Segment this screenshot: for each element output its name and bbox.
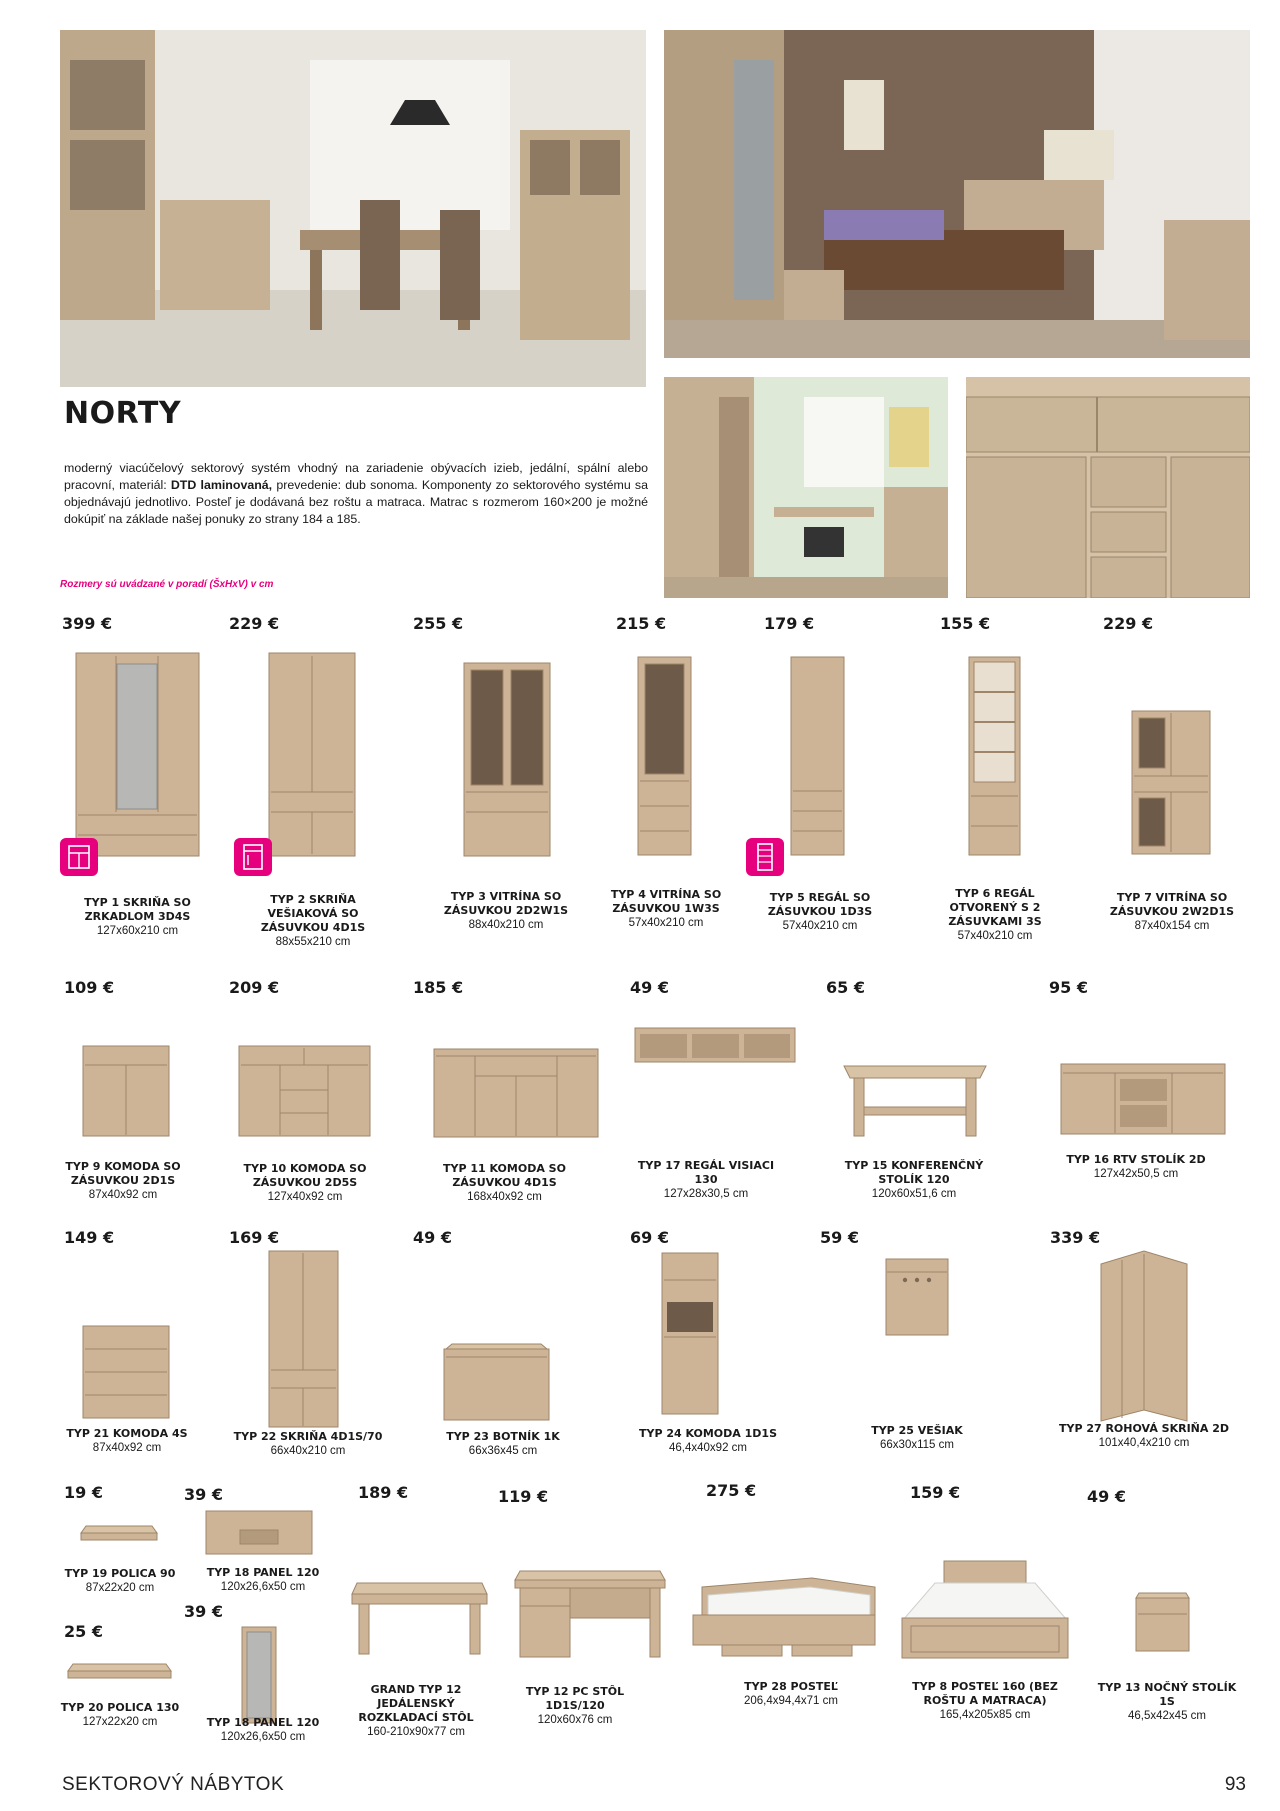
product-dimensions: 57x40x210 cm (957, 930, 1033, 942)
product-name: TYP 25 VEŠIAK (871, 1424, 963, 1437)
price: 189 € (358, 1483, 409, 1502)
product-name: TYP 2 SKRIŇA VEŠIAKOVÁ SO ZÁSUVKOU 4D1S (260, 893, 366, 934)
wardrobe-4d1s-image (268, 1250, 339, 1428)
product-name: TYP 28 POSTEĽ (744, 1680, 838, 1693)
product-name: TYP 10 KOMODA SO ZÁSUVKOU 2D5S (243, 1162, 367, 1189)
collection-title: NORTY (64, 396, 182, 431)
product-dimensions: 87x40x92 cm (88, 1189, 158, 1201)
product-label (60, 1567, 180, 1595)
product-dimensions: 101x40,4x210 cm (1098, 1437, 1190, 1449)
description-text-end: prevedenie: dub sonoma. Komponenty zo sektorového systému sa objednávajú jednotlivo. Posteľ je dodávaná bez roštu a matraca. Matrac s rozmerom 160×200 je možné dokúpiť na základe našej ponuky zo strany 184 a 185. (64, 478, 648, 526)
product-name: TYP 1 SKRIŇA SO ZRKADLOM 3D4S (84, 896, 191, 923)
product-dimensions: 127x28x30,5 cm (663, 1188, 749, 1200)
price: 25 € (64, 1622, 103, 1641)
price: 339 € (1050, 1228, 1101, 1247)
product-label (70, 896, 205, 938)
product-label (234, 1162, 376, 1204)
product-dimensions: 87x40x92 cm (92, 1442, 162, 1454)
price: 59 € (820, 1228, 859, 1247)
corner-wardrobe-image (1100, 1250, 1188, 1422)
product-dimensions: 120x26,6x50 cm (220, 1581, 306, 1593)
product-dimensions: 88x40x210 cm (468, 919, 544, 931)
wall-shelf-90-image (80, 1525, 158, 1541)
small-glass-cabinet-image (1131, 710, 1211, 855)
price: 155 € (940, 614, 991, 633)
narrow-glass-cabinet-image (637, 656, 692, 856)
price: 399 € (62, 614, 113, 633)
product-label (246, 893, 380, 949)
description-text: moderný viacúčelový sektorový systém vhodný na zariadenie obývacích izieb, jedální, spální alebo pracovní, materiál: (64, 461, 648, 492)
price: 65 € (826, 978, 865, 997)
price: 69 € (630, 1228, 669, 1247)
office-photo (664, 377, 948, 598)
dresser-closeup-photo (966, 377, 1250, 598)
product-name: TYP 21 KOMODA 4S (66, 1427, 188, 1440)
product-dimensions: 120x60x76 cm (537, 1714, 613, 1726)
glass-cabinet-image (463, 662, 551, 857)
night-stand-image (1135, 1592, 1190, 1652)
product-label (932, 887, 1058, 943)
shoe-cabinet-image (443, 1343, 550, 1421)
description-material: DTD laminovaná, (170, 478, 273, 492)
product-label (1050, 1422, 1238, 1450)
product-name: TYP 18 PANEL 120 (206, 1566, 320, 1579)
section-footer: SEKTOROVÝ NÁBYTOK (62, 1774, 285, 1795)
product-dimensions: 168x40x92 cm (467, 1191, 542, 1203)
price: 185 € (413, 978, 464, 997)
dining-table-image (351, 1582, 488, 1655)
product-dimensions: 57x40x210 cm (628, 917, 704, 929)
product-label (60, 1701, 180, 1729)
dresser-2d1s-image (82, 1045, 170, 1137)
dimension-order-note: Rozmery sú uvádzané v poradí (ŠxHxV) v cm (60, 579, 274, 590)
product-dimensions: 127x42x50,5 cm (1093, 1168, 1179, 1180)
product-dimensions: 120x60x51,6 cm (871, 1188, 957, 1200)
product-label (198, 1566, 328, 1594)
product-label (1100, 891, 1244, 933)
product-dimensions: 127x60x210 cm (96, 925, 179, 937)
dresser-4d1s-image (433, 1048, 599, 1138)
product-label (60, 1160, 186, 1202)
collection-description (64, 460, 648, 528)
product-name: TYP 24 KOMODA 1D1S (638, 1427, 777, 1440)
product-label (432, 890, 580, 932)
product-dimensions: 66x36x45 cm (468, 1445, 538, 1457)
product-name: TYP 7 VITRÍNA SO ZÁSUVKOU 2W2D1S (1109, 891, 1235, 918)
product-name: TYP 6 REGÁL OTVORENÝ S 2 ZÁSUVKAMI 3S (948, 887, 1042, 928)
product-name: TYP 5 REGÁL SO ZÁSUVKOU 1D3S (767, 891, 873, 918)
product-dimensions: 127x40x92 cm (267, 1191, 343, 1203)
single-bed-image (692, 1575, 878, 1657)
product-name: TYP 12 PC STÔL 1D1S/120 (525, 1685, 625, 1712)
price: 209 € (229, 978, 280, 997)
product-name: GRAND TYP 12 JEDÁLENSKÝ ROZKLADACÍ STÔL (358, 1683, 474, 1724)
product-label (628, 1159, 784, 1201)
price: 39 € (184, 1602, 223, 1621)
product-name: TYP 13 NOČNÝ STOLÍK 1S (1097, 1681, 1237, 1708)
product-label (198, 1716, 328, 1744)
product-label (1058, 1153, 1214, 1181)
product-dimensions: 127x22x20 cm (82, 1716, 158, 1728)
product-label (628, 1427, 788, 1455)
page-number: 93 (1224, 1774, 1246, 1795)
price: 255 € (413, 614, 464, 633)
price: 149 € (64, 1228, 115, 1247)
dining-room-photo (60, 30, 646, 387)
price: 49 € (413, 1228, 452, 1247)
product-name: TYP 11 KOMODA SO ZÁSUVKOU 4D1S (443, 1162, 566, 1189)
product-name: TYP 23 BOTNÍK 1K (446, 1430, 560, 1443)
tv-stand-image (1060, 1063, 1226, 1135)
product-name: TYP 8 POSTEĽ 160 (BEZ ROŠTU A MATRACA) (912, 1680, 1058, 1707)
product-label (432, 1162, 577, 1204)
wardrobe-type-badge-icon (234, 838, 272, 876)
product-label (850, 1424, 984, 1452)
dresser-4s-image (82, 1325, 170, 1419)
product-name: TYP 18 PANEL 120 (206, 1716, 320, 1729)
price: 169 € (229, 1228, 280, 1247)
product-dimensions: 165,4x205x85 cm (939, 1709, 1031, 1721)
price: 19 € (64, 1483, 103, 1502)
product-label (752, 891, 888, 933)
shelf-unit-image (790, 656, 845, 856)
wall-shelf-130-image (67, 1663, 172, 1679)
product-label (1094, 1681, 1240, 1723)
product-dimensions: 88x55x210 cm (275, 936, 351, 948)
product-name: TYP 22 SKRIŇA 4D1S/70 (233, 1430, 383, 1443)
product-dimensions: 46,5x42x45 cm (1128, 1710, 1206, 1722)
price: 275 € (706, 1481, 757, 1500)
product-dimensions: 160-210x90x77 cm (367, 1726, 465, 1738)
product-name: TYP 16 RTV STOLÍK 2D (1066, 1153, 1206, 1166)
product-name: TYP 19 POLICA 90 (64, 1567, 176, 1580)
price: 119 € (498, 1487, 549, 1506)
product-label (520, 1685, 630, 1727)
price: 159 € (910, 1483, 961, 1502)
double-bed-image (901, 1560, 1069, 1660)
product-label (60, 1427, 194, 1455)
wardrobe-hanging-image (268, 652, 356, 857)
product-label (716, 1680, 866, 1708)
shelf-type-badge-icon (746, 838, 784, 876)
wall-panel-image (205, 1510, 313, 1555)
wardrobe-type-badge-icon (60, 838, 98, 876)
product-dimensions: 87x22x20 cm (85, 1582, 155, 1594)
pc-desk-image (514, 1570, 666, 1658)
product-dimensions: 206,4x94,4x71 cm (744, 1695, 838, 1707)
product-label (346, 1683, 486, 1739)
price: 49 € (630, 978, 669, 997)
price: 215 € (616, 614, 667, 633)
product-dimensions: 46,4x40x92 cm (669, 1442, 747, 1454)
product-name: TYP 3 VITRÍNA SO ZÁSUVKOU 2D2W1S (443, 890, 569, 917)
product-name: TYP 27 ROHOVÁ SKRIŇA 2D (1058, 1422, 1230, 1435)
dresser-1d1s-image (661, 1252, 719, 1415)
wardrobe-mirror-image (75, 652, 200, 857)
product-name: TYP 20 POLICA 130 (60, 1701, 180, 1714)
coffee-table-image (840, 1062, 990, 1137)
product-label (440, 1430, 566, 1458)
price: 229 € (229, 614, 280, 633)
price: 229 € (1103, 614, 1154, 633)
hanging-shelf-image (634, 1027, 796, 1063)
product-name: TYP 4 VITRÍNA SO ZÁSUVKOU 1W3S (610, 888, 722, 915)
price: 95 € (1049, 978, 1088, 997)
price: 39 € (184, 1485, 223, 1504)
product-label (910, 1680, 1060, 1722)
product-label (228, 1430, 388, 1458)
wall-coat-rack-image (885, 1258, 949, 1336)
product-dimensions: 87x40x154 cm (1134, 920, 1210, 932)
product-label (836, 1159, 992, 1201)
product-label (600, 888, 732, 930)
product-name: TYP 9 KOMODA SO ZÁSUVKOU 2D1S (65, 1160, 181, 1187)
product-dimensions: 120x26,6x50 cm (220, 1731, 306, 1743)
dresser-2d5s-image (238, 1045, 371, 1137)
mirror-panel-image (241, 1626, 277, 1724)
price: 179 € (764, 614, 815, 633)
product-dimensions: 66x30x115 cm (880, 1439, 954, 1451)
open-shelf-image (968, 656, 1021, 856)
bedroom-photo (664, 30, 1250, 358)
product-dimensions: 57x40x210 cm (782, 920, 858, 932)
price: 109 € (64, 978, 115, 997)
product-dimensions: 66x40x210 cm (270, 1445, 346, 1457)
product-name: TYP 17 REGÁL VISIACI 130 (637, 1159, 775, 1186)
price: 49 € (1087, 1487, 1126, 1506)
product-name: TYP 15 KONFERENČNÝ STOLÍK 120 (844, 1159, 984, 1186)
